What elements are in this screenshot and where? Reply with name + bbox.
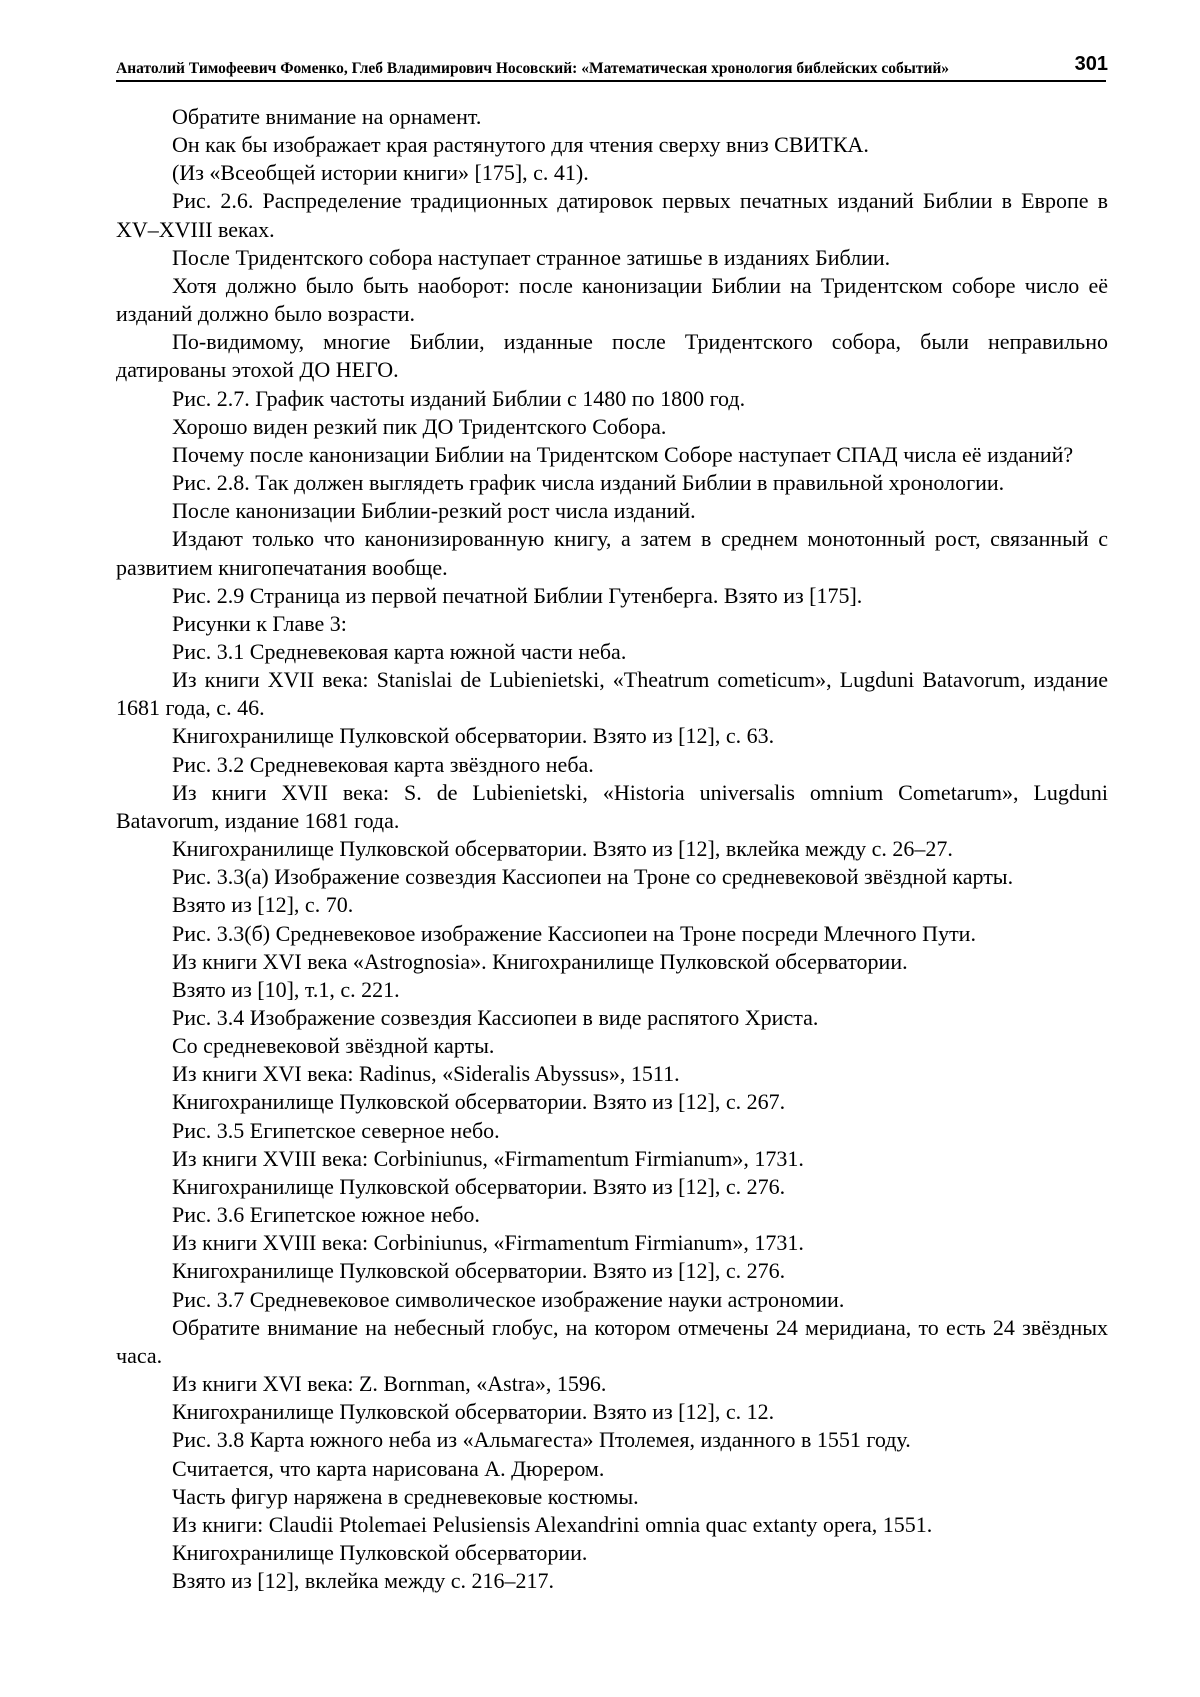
paragraph: Книгохранилище Пулковской обсерватории. Взято из [12], с. 276. [172,1173,786,1199]
paragraph: Книгохранилище Пулковской обсерватории. Взято из [12], с. 63. [172,723,775,749]
paragraph: Рис. 2.9 Страница из первой печатной Библии Гутенберга. Взято из [175]. [172,582,863,608]
paragraph: Издают только что канонизированную книгу, а затем в среднем монотонный рост, связанный с развитием книгопечатания вообще. [116,526,1108,580]
paragraph: Книгохранилище Пулковской обсерватории. Взято из [12], вклейка между с. 26–27. [172,836,953,862]
header-title: Анатолий Тимофеевич Фоменко, Глеб Владимирович Носовский: «Математическая хронология библейских событий» [116,60,950,77]
paragraph: По-видимому, многие Библии, изданные после Тридентского собора, были неправильно датированы этохой ДО НЕГО. [116,329,1108,383]
page-number: 301 [1074,53,1108,75]
paragraph: Из книги XVI века: Radinus, «Sideralis Abyssus», 1511. [172,1061,680,1087]
paragraph: Книгохранилище Пулковской обсерватории. Взято из [12], с. 276. [172,1258,786,1284]
paragraph: Из книги XVII века: Stanislai de Lubienietski, «Theatrum cometicum», Lugduni Batavorum, издание 1681 года, с. 46. [116,667,1108,721]
paragraph: Рис. 2.8. Так должен выглядеть график числа изданий Библии в правильной хронологии. [172,470,1005,496]
paragraph: Он как бы изображает края растянутого для чтения сверху вниз СВИТКА. [172,132,869,158]
paragraph: Рис. 3.2 Средневековая карта звёздного неба. [172,751,594,777]
paragraph: Со средневековой звёздной карты. [172,1033,495,1059]
paragraph: Из книги XVIII века: Corbiniunus, «Firmamentum Firmianum», 1731. [172,1230,804,1256]
paragraph: Рисунки к Главе 3: [172,610,347,636]
paragraph: Рис. 2.7. График частоты изданий Библии с 1480 по 1800 год. [172,385,746,411]
paragraph: Книгохранилище Пулковской обсерватории. [172,1539,588,1565]
paragraph: (Из «Всеобщей истории книги» [175], с. 41). [172,160,589,186]
paragraph: Из книги XVI века «Astrognosia». Книгохранилище Пулковской обсерватории. [172,948,908,974]
paragraph: Рис. 3.6 Египетское южное небо. [172,1202,480,1228]
paragraph: Рис. 3.3(а) Изображение созвездия Кассиопеи на Троне со средневековой звёздной карты. [172,864,1014,890]
paragraph: Книгохранилище Пулковской обсерватории. Взято из [12], с. 12. [172,1399,775,1425]
paragraph: Обратите внимание на орнамент. [172,104,482,129]
paragraph: Из книги XVI века: Z. Bornman, «Astra», 1596. [172,1371,607,1397]
paragraph: Книгохранилище Пулковской обсерватории. Взято из [12], с. 267. [172,1089,786,1115]
paragraph: Хотя должно было быть наоборот: после канонизации Библии на Тридентском соборе число её изданий должно было возрасти. [116,272,1108,327]
paragraph: Часть фигур наряжена в средневековые костюмы. [172,1483,639,1509]
paragraph: Из книги XVII века: S. de Lubienietski, «Historia universalis omnium Cometarum», Lugduni Batavorum, издание 1681 года. [116,779,1108,833]
paragraph: Хорошо виден резкий пик ДО Тридентского Собора. [172,413,667,439]
paragraph: Из книги XVIII века: Corbiniunus, «Firmamentum Firmianum», 1731. [172,1145,804,1171]
paragraph: После канонизации Библии-резкий рост числа изданий. [172,498,696,524]
paragraph: После Тридентского собора наступает странное затишье в изданиях Библии. [172,244,891,270]
paragraph: Рис. 3.3(б) Средневековое изображение Кассиопеи на Троне посреди Млечного Пути. [172,920,976,946]
paragraph: Рис. 2.6. Распределение традиционных датировок первых печатных изданий Библии в Европе в XV–XVIII веках. [116,188,1108,242]
paragraph: Рис. 3.4 Изображение созвездия Кассиопеи в виде распятого Христа. [172,1005,819,1030]
paragraph: Взято из [10], т.1, с. 221. [172,976,400,1002]
paragraph: Обратите внимание на небесный глобус, на котором отмечены 24 меридиана, то есть 24 звёздных часа. [116,1314,1108,1368]
paragraph: Рис. 3.1 Средневековая карта южной части неба. [172,638,627,664]
paragraph: Взято из [12], вклейка между с. 216–217. [172,1568,554,1594]
paragraph: Считается, что карта нарисована А. Дюрером. [172,1455,605,1481]
body-text [116,103,1108,1595]
paragraph: Рис. 3.5 Египетское северное небо. [172,1117,500,1143]
paragraph: Взято из [12], с. 70. [172,892,354,918]
paragraph: Рис. 3.8 Карта южного неба из «Альмагеста» Птолемея, изданного в 1551 году. [172,1427,911,1453]
paragraph: Почему после канонизации Библии на Тридентском Соборе наступает СПАД числа её изданий? [172,441,1074,467]
running-header [116,54,1106,82]
paragraph: Рис. 3.7 Средневековое символическое изображение науки астрономии. [172,1286,845,1312]
paragraph: Из книги: Claudii Ptolemaei Pelusiensis Alexandrini omnia quac extanty opera, 1551. [172,1511,933,1537]
